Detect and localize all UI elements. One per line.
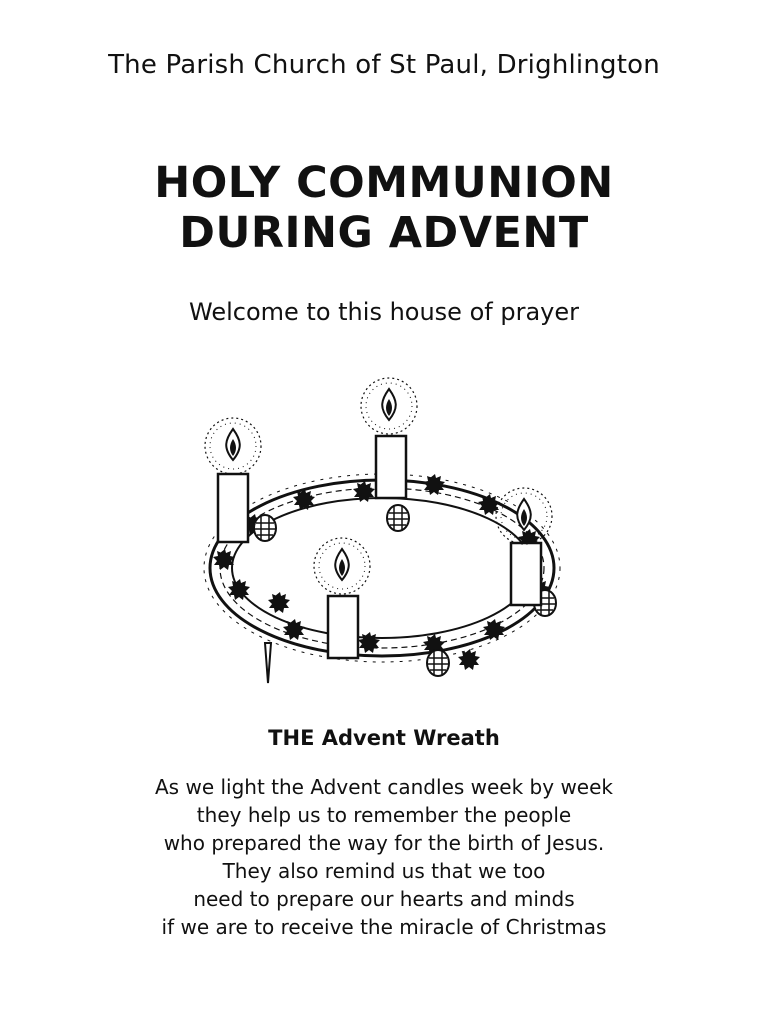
- verse-line: As we light the Advent candles week by week: [155, 775, 613, 799]
- verse-line: if we are to receive the miracle of Christmas: [161, 915, 607, 939]
- verse-line: need to prepare our hearts and minds: [193, 887, 575, 911]
- advent-verse: [0, 773, 768, 941]
- title-line-1: HOLY COMMUNION: [154, 158, 614, 208]
- verse-line: they help us to remember the people: [196, 803, 572, 827]
- advent-wreath-icon: [190, 368, 580, 693]
- parish-name: The Parish Church of St Paul, Drighlington: [108, 50, 660, 80]
- verse-line: They also remind us that we too: [222, 859, 546, 883]
- title-line-2: DURING ADVENT: [179, 208, 589, 258]
- welcome-text: Welcome to this house of prayer: [189, 298, 579, 326]
- verse-line: who prepared the way for the birth of Jesus.: [163, 831, 605, 855]
- page-title: [0, 158, 768, 258]
- illustration-caption: THE Advent Wreath: [268, 726, 500, 750]
